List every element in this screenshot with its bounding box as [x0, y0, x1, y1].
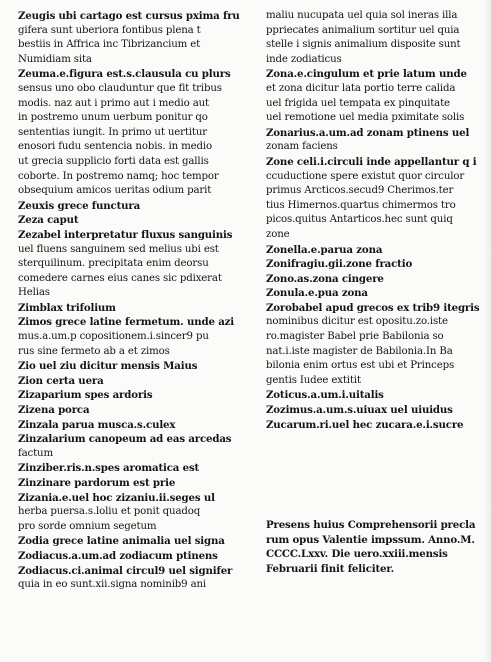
text-line: nat.i.iste magister de Babilonia.In Ba	[266, 345, 453, 357]
text-line: zonam faciens	[266, 141, 338, 153]
text-line: herba puersa.s.loliu et ponit quadoq	[18, 506, 201, 518]
text-line: mus.a.um.p copositionem.i.sincer9 pu	[18, 331, 209, 343]
text-line: uel frigida uel tempata ex pinquitate	[266, 97, 450, 109]
text-line: et zona dicitur lata portio terre calida	[266, 82, 456, 94]
text-line: stelle i signis animalium disposite sunt	[266, 39, 461, 51]
text-line: comedere carnes eius canes sic pdixerat	[18, 272, 222, 284]
text-line: Zonarius.a.um.ad zonam ptinens uel	[266, 126, 470, 139]
text-line: Zonifragiu.gii.zone fractio	[266, 258, 413, 271]
text-line: Zeuxis grece functura	[18, 199, 141, 212]
text-line: enosori fudu sentencia nobis. in medio	[18, 141, 213, 153]
colophon-line: Presens huius Comprehensorii precla	[266, 519, 476, 532]
text-line: Zono.as.zona cingere	[266, 272, 384, 285]
text-line: Zucarum.ri.uel hec zucara.e.i.sucre	[266, 418, 464, 431]
left-column	[18, 9, 254, 593]
text-line: primus Arcticos.secud9 Cherimos.ter	[266, 185, 454, 197]
text-line: factum	[18, 447, 53, 459]
text-line: zone	[266, 228, 290, 240]
text-line: sententias iungit. In primo ut uertitur	[18, 126, 208, 138]
text-line: Zinzinare pardorum est prie	[18, 477, 176, 489]
colophon-line: CCCC.Lxxv. Die uero.xxiii.mensis	[266, 548, 448, 561]
text-line: picos.quitus Antarticos.hec sunt quiq	[266, 214, 453, 226]
text-line: Zion certa uera	[18, 374, 104, 387]
text-line: ccuductione spere existut quor circulor	[266, 170, 465, 182]
text-line: Helias	[18, 287, 50, 299]
text-line: ut grecia supplicio forti data est gallis	[18, 155, 209, 167]
text-line: ro.magister Babel prie Babilonia so	[266, 331, 444, 343]
text-line: Zonella.e.parua zona	[266, 243, 383, 256]
text-line: Numidiam sita	[18, 53, 92, 65]
text-line: uel remotione uel media pximitate solis	[266, 112, 465, 124]
text-line: modis. naz aut i primo aut i medio aut	[18, 97, 209, 109]
text-line: Zorobabel apud grecos ex trib9 itegris	[266, 301, 480, 314]
text-line: Zimos grece latine fermetum. unde azi	[18, 316, 234, 329]
text-line: Zodiacus.ci.animal circul9 uel signifer	[18, 564, 233, 577]
right-column	[266, 9, 481, 577]
text-line: sterquilinum. precipitata enim deorsu	[18, 258, 209, 270]
text-line: obsequium amicos ueritas odium parit	[18, 185, 212, 197]
colophon	[266, 518, 481, 576]
text-line: Zinziber.ris.n.spes aromatica est	[18, 462, 200, 475]
text-line: Zizaparium spes ardoris	[18, 389, 153, 402]
text-line: Zizania.e.uel hoc zizaniu.ii.seges ul	[18, 491, 215, 504]
text-line: Zeuma.e.figura est.s.clausula cu plurs	[18, 68, 231, 81]
text-line: inde zodiaticus	[266, 53, 342, 65]
text-line: uel fluens sanguinem sed melius ubi est	[18, 243, 219, 255]
text-line: tius Himernos.quartus chimermos tro	[266, 199, 456, 211]
text-line: quia in eo sunt.xii.signa nominib9 ani	[18, 579, 207, 591]
text-line: pro sorde omnium segetum	[18, 520, 157, 532]
text-line: sensus uno obo clauduntur que fit tribus	[18, 82, 222, 94]
text-line: in postremo unum uerbum ponitur qo	[18, 112, 208, 124]
text-line: Zonula.e.pua zona	[266, 287, 368, 300]
right-column-entries	[266, 9, 481, 432]
text-line: Zeza caput	[18, 214, 79, 227]
text-line: gentis Iudee extitit	[266, 374, 361, 386]
column-blank-space	[266, 432, 481, 518]
text-line: rus sine fermeto ab a et zimos	[18, 345, 170, 357]
text-line: Zona.e.cingulum et prie latum unde	[266, 68, 467, 81]
text-line: Zinzala parua musca.s.culex	[18, 418, 176, 431]
text-line: gifera sunt uberiora fontibus plena t	[18, 24, 201, 36]
text-line: Zinzalarium canopeum ad eas arcedas	[18, 433, 232, 446]
colophon-line: Februarii finit feliciter.	[266, 563, 395, 575]
colophon-line: rum opus Valentie impssum. Anno.M.	[266, 533, 475, 546]
text-line: ppriecates animalium sortitur uel quia	[266, 24, 460, 36]
text-line: coborte. In postremo namq; hoc tempor	[18, 170, 219, 182]
text-line: Zezabel interpretatur fluxus sanguinis	[18, 228, 233, 241]
page-edge-shade	[483, 0, 491, 662]
text-line: Zimblax trifolium	[18, 301, 116, 314]
text-line: bestiis in Affrica inc Tibrizancium et	[18, 39, 201, 51]
text-line: Zodia grece latine animalia uel signa	[18, 535, 225, 548]
text-line: Zone celi.i.circuli inde appellantur q i	[266, 155, 477, 168]
text-line: Zoticus.a.um.i.uitalis	[266, 389, 384, 402]
text-line: Zozimus.a.um.s.uiuax uel uiuidus	[266, 404, 453, 417]
text-line: Zodiacus.a.um.ad zodiacum ptinens	[18, 549, 218, 562]
text-line: Zizena porca	[18, 404, 90, 417]
text-line: Zeugis ubi cartago est cursus pxima fru	[18, 10, 240, 22]
text-line: Zio uel ziu dicitur mensis Maius	[18, 360, 198, 373]
text-line: maliu nucupata uel quia sol ineras illa	[266, 10, 458, 21]
text-line: bilonia enim ortus est ubi et Princeps	[266, 360, 455, 372]
text-line: nominibus dicitur est opositu.zo.iste	[266, 316, 448, 328]
